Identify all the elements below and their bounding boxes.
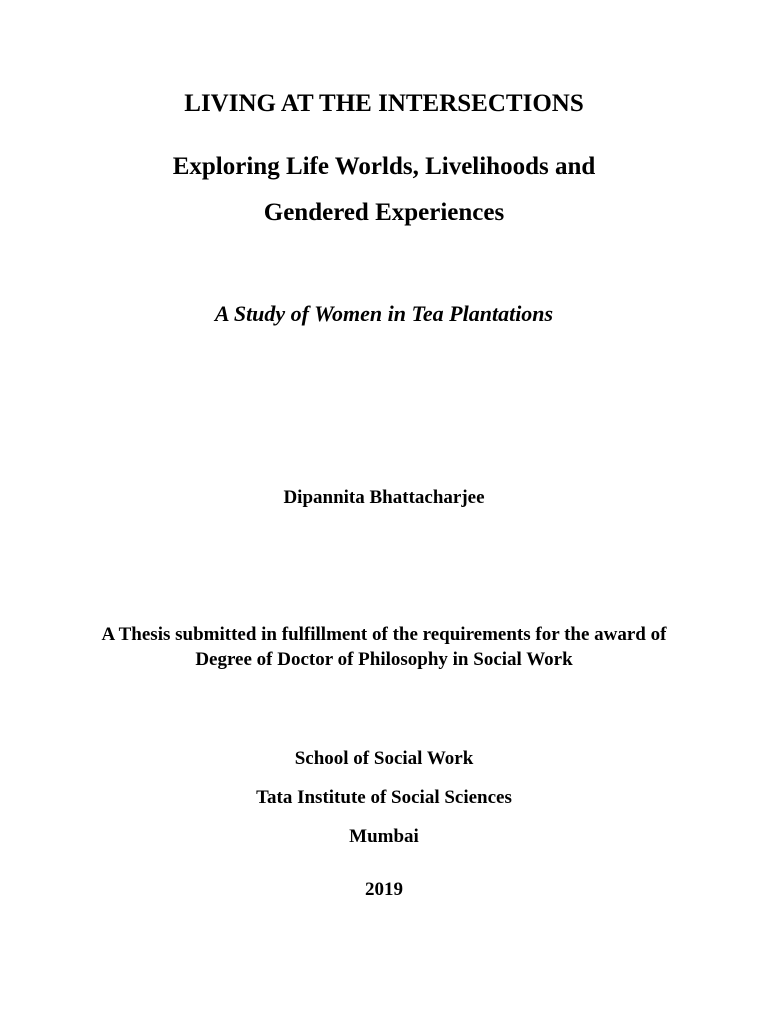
school-name: School of Social Work bbox=[294, 748, 474, 769]
thesis-title: LIVING AT THE INTERSECTIONS bbox=[184, 90, 584, 117]
thesis-subtitle-line-2: Gendered Experiences bbox=[263, 199, 505, 226]
institute-name: Tata Institute of Social Sciences bbox=[256, 787, 512, 808]
submission-year: 2019 bbox=[365, 879, 403, 900]
thesis-subtitle-line-1: Exploring Life Worlds, Livelihoods and bbox=[172, 153, 596, 180]
author-name: Dipannita Bhattacharjee bbox=[283, 487, 485, 508]
city-name: Mumbai bbox=[349, 826, 419, 847]
thesis-statement: A Thesis submitted in fulfillment of the requirements for the award of Degree of Doctor of Philosophy in Social Work bbox=[101, 624, 667, 670]
study-subtitle: A Study of Women in Tea Plantations bbox=[214, 301, 554, 326]
